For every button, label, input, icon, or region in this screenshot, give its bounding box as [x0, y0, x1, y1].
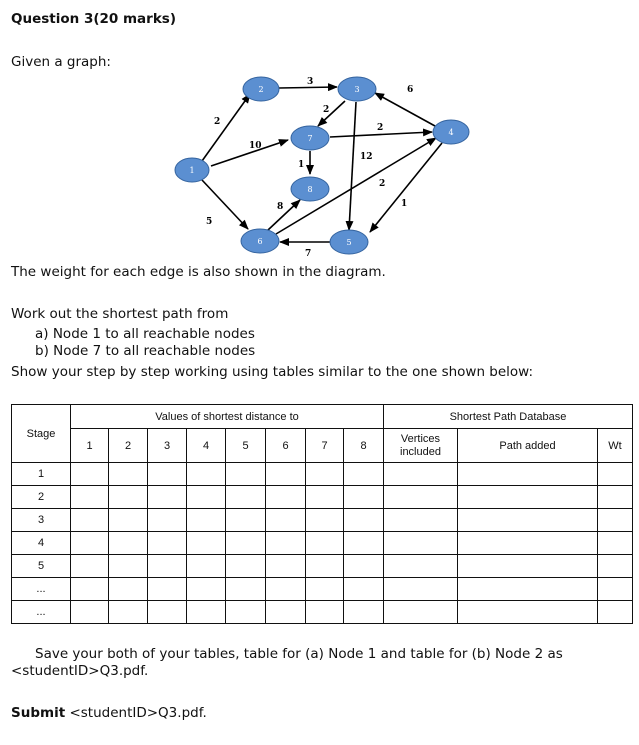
task-part-a: a) Node 1 to all reachable nodes — [35, 326, 255, 342]
weight-6-8: 8 — [277, 202, 284, 212]
node-7-label: 7 — [307, 134, 313, 143]
stage-cell: 2 — [12, 486, 71, 509]
edge-3-5 — [349, 102, 356, 230]
stage-cell: 5 — [12, 555, 71, 578]
node-col-header: 4 — [187, 429, 226, 463]
node-6-label: 6 — [257, 237, 263, 246]
weight-1-7: 10 — [249, 141, 262, 151]
submit-line — [11, 705, 207, 721]
node-col-header: 6 — [266, 429, 306, 463]
table-row — [12, 555, 633, 578]
path-header: Path added — [458, 429, 598, 463]
weight-7-8: 1 — [298, 160, 305, 170]
node-8-label: 8 — [307, 185, 313, 194]
edge-1-2 — [202, 94, 250, 161]
weight-1-6: 5 — [206, 217, 213, 227]
node-5-label: 5 — [346, 238, 352, 247]
node-3-label: 3 — [354, 85, 360, 94]
task-intro: Work out the shortest path from — [11, 306, 229, 322]
edge-4-3 — [375, 93, 435, 126]
table-row — [12, 509, 633, 532]
save-instruction-line2: <studentID>Q3.pdf. — [11, 663, 149, 679]
weight-5-6: 7 — [305, 249, 312, 259]
question-title: Question 3(20 marks) — [11, 11, 177, 27]
weight-3-7: 2 — [323, 105, 330, 115]
node-col-header: 1 — [71, 429, 109, 463]
stage-header: Stage — [12, 405, 71, 463]
node-1-label: 1 — [189, 166, 195, 175]
weight-2-3: 3 — [307, 77, 314, 87]
edge-6-8 — [268, 200, 300, 230]
stage-cell: 4 — [12, 532, 71, 555]
node-col-header: 5 — [226, 429, 266, 463]
weight-1-2: 2 — [214, 117, 221, 127]
node-col-header: 2 — [109, 429, 148, 463]
stage-cell: 1 — [12, 463, 71, 486]
node-col-header: 3 — [148, 429, 187, 463]
weight-4-3: 6 — [407, 85, 414, 95]
values-header: Values of shortest distance to — [71, 405, 384, 429]
table-row — [12, 463, 633, 486]
stage-cell: ... — [12, 578, 71, 601]
submit-filename: <studentID>Q3.pdf. — [69, 705, 207, 721]
weight-7-4: 2 — [377, 123, 384, 133]
graph-diagram — [0, 0, 639, 262]
table-row — [12, 486, 633, 509]
stage-cell: 3 — [12, 509, 71, 532]
vertices-header: Vertices included — [384, 429, 458, 463]
wt-header: Wt — [598, 429, 633, 463]
table-row — [12, 532, 633, 555]
task-part-b: b) Node 7 to all reachable nodes — [35, 343, 256, 359]
node-4-label: 4 — [448, 128, 454, 137]
node-2-label: 2 — [258, 85, 264, 94]
node-col-header: 8 — [344, 429, 384, 463]
weight-6-4: 2 — [379, 179, 386, 189]
given-text: Given a graph: — [11, 54, 111, 70]
task-instruction: Show your step by step working using tables similar to the one shown below: — [11, 364, 534, 380]
table-row — [12, 578, 633, 601]
save-instruction-line1: Save your both of your tables, table for (a) Node 1 and table for (b) Node 2 as — [35, 646, 563, 662]
node-col-header: 7 — [306, 429, 344, 463]
submit-label: Submit — [11, 705, 66, 721]
weight-4-5: 1 — [401, 199, 408, 209]
stage-cell: ... — [12, 601, 71, 624]
db-header: Shortest Path Database — [384, 405, 633, 429]
edge-2-3 — [279, 87, 337, 88]
weights-note: The weight for each edge is also shown in the diagram. — [11, 264, 386, 280]
weight-3-5: 12 — [360, 152, 373, 162]
table-row — [12, 601, 633, 624]
working-table — [11, 404, 633, 624]
